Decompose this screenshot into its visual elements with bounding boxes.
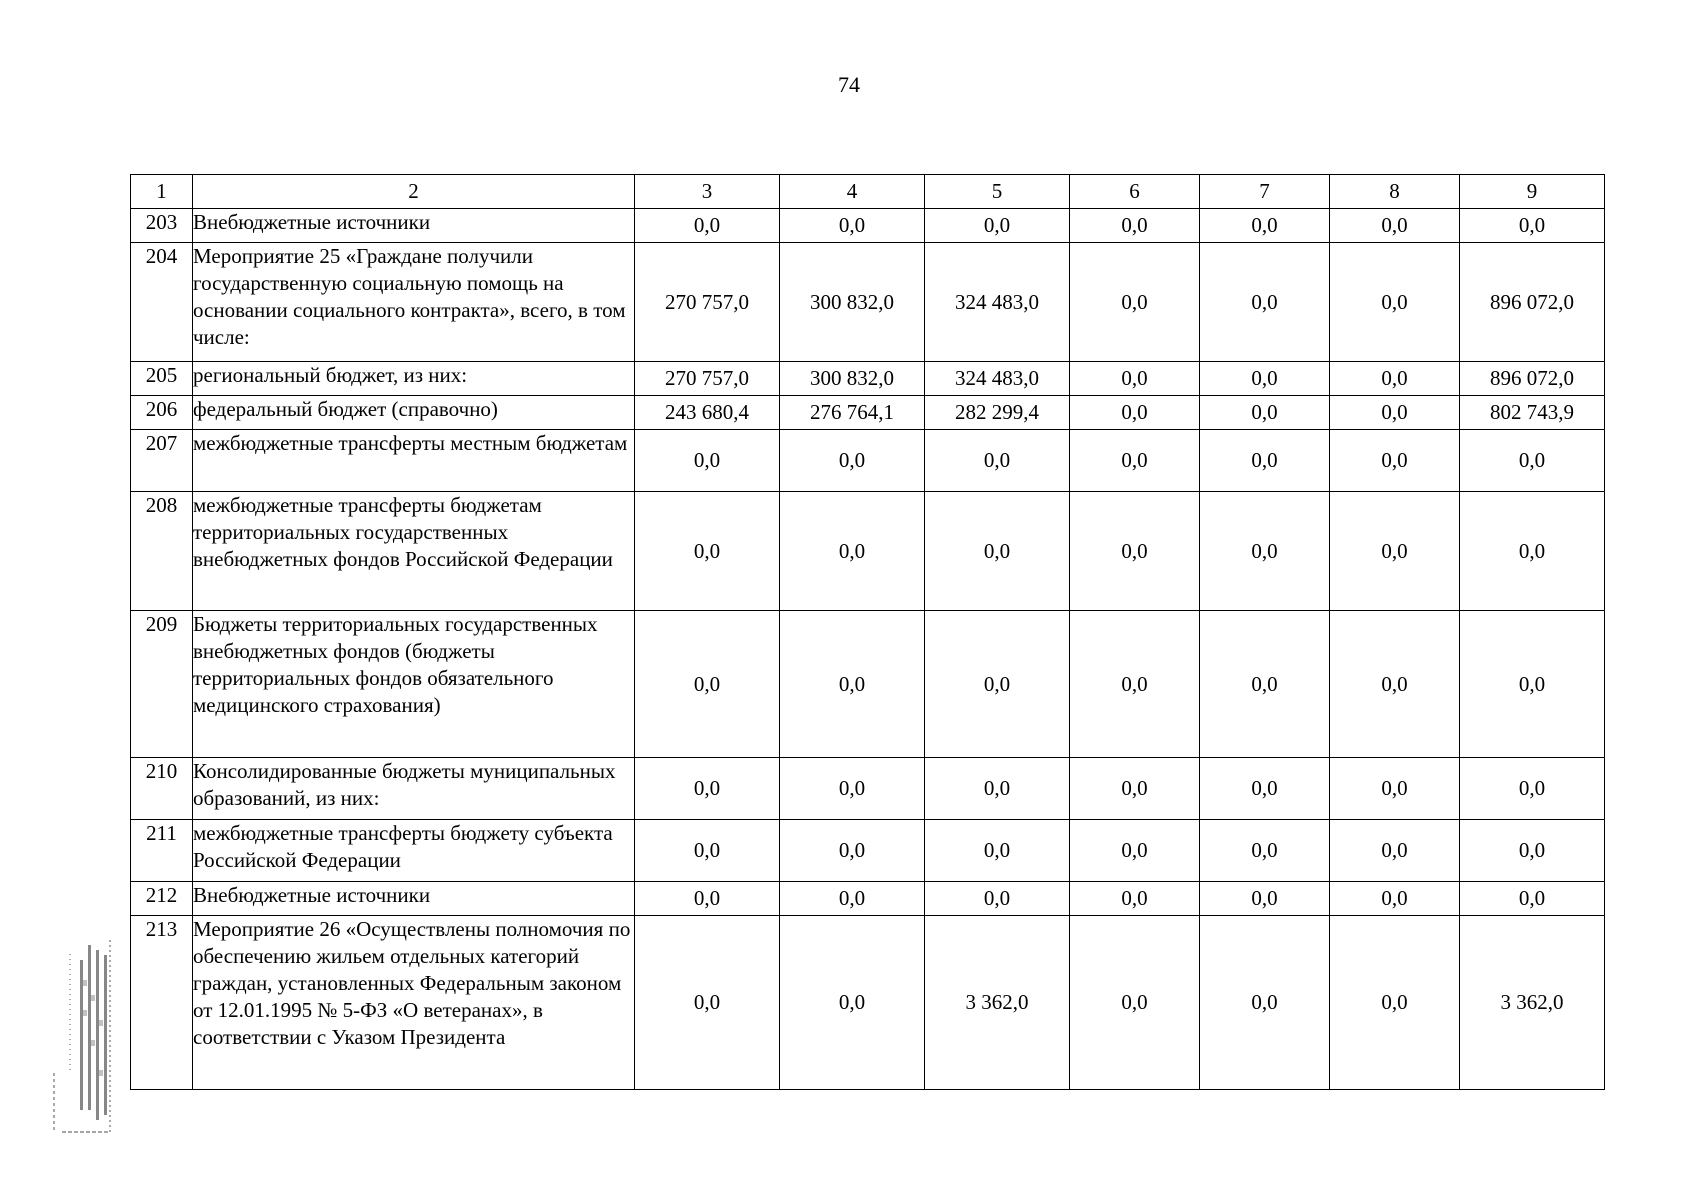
row-value: 0,0 xyxy=(780,820,925,882)
row-number: 204 xyxy=(131,243,193,362)
row-value: 0,0 xyxy=(1200,611,1330,758)
row-value: 802 743,9 xyxy=(1460,396,1605,430)
table-row xyxy=(131,882,1605,916)
row-value: 0,0 xyxy=(1200,243,1330,362)
row-value: 270 757,0 xyxy=(635,362,780,396)
row-name: межбюджетные трансферты бюджету субъекта Российской Федерации xyxy=(193,820,635,882)
row-number: 203 xyxy=(131,209,193,243)
table-row xyxy=(131,611,1605,758)
row-value: 0,0 xyxy=(635,492,780,611)
row-value: 0,0 xyxy=(1460,611,1605,758)
row-value: 300 832,0 xyxy=(780,362,925,396)
row-value: 300 832,0 xyxy=(780,243,925,362)
table-row xyxy=(131,820,1605,882)
table-row xyxy=(131,243,1605,362)
row-value: 0,0 xyxy=(925,209,1070,243)
header-cell: 6 xyxy=(1070,175,1200,209)
header-cell: 3 xyxy=(635,175,780,209)
row-value: 0,0 xyxy=(1330,492,1460,611)
table-row xyxy=(131,916,1605,1090)
row-value: 0,0 xyxy=(780,916,925,1090)
row-name: региональный бюджет, из них: xyxy=(193,362,635,396)
row-value: 0,0 xyxy=(780,430,925,492)
row-number: 212 xyxy=(131,882,193,916)
table-row xyxy=(131,758,1605,820)
row-value: 0,0 xyxy=(635,611,780,758)
row-number: 211 xyxy=(131,820,193,882)
row-value: 276 764,1 xyxy=(780,396,925,430)
row-value: 0,0 xyxy=(1330,882,1460,916)
row-value: 0,0 xyxy=(1330,362,1460,396)
header-cell: 2 xyxy=(193,175,635,209)
row-value: 0,0 xyxy=(1200,758,1330,820)
row-value: 0,0 xyxy=(1070,243,1200,362)
budget-table xyxy=(130,174,1605,1090)
row-value: 0,0 xyxy=(925,758,1070,820)
row-value: 896 072,0 xyxy=(1460,362,1605,396)
row-value: 0,0 xyxy=(925,882,1070,916)
row-name: межбюджетные трансферты бюджетам территориальных государственных внебюджетных фондов Российской Федерации xyxy=(193,492,635,611)
row-number: 206 xyxy=(131,396,193,430)
row-value: 0,0 xyxy=(780,209,925,243)
row-number: 208 xyxy=(131,492,193,611)
header-cell: 1 xyxy=(131,175,193,209)
row-value: 0,0 xyxy=(1070,362,1200,396)
row-value: 282 299,4 xyxy=(925,396,1070,430)
table-row xyxy=(131,362,1605,396)
row-value: 0,0 xyxy=(1070,882,1200,916)
row-number: 209 xyxy=(131,611,193,758)
row-value: 0,0 xyxy=(1330,916,1460,1090)
row-value: 0,0 xyxy=(925,820,1070,882)
row-value: 0,0 xyxy=(1330,820,1460,882)
row-value: 0,0 xyxy=(1200,820,1330,882)
row-number: 213 xyxy=(131,916,193,1090)
row-value: 0,0 xyxy=(780,882,925,916)
row-value: 0,0 xyxy=(635,916,780,1090)
row-value: 3 362,0 xyxy=(925,916,1070,1090)
row-value: 0,0 xyxy=(1330,243,1460,362)
row-value: 0,0 xyxy=(1460,758,1605,820)
row-value: 0,0 xyxy=(1070,492,1200,611)
row-value: 0,0 xyxy=(635,430,780,492)
table-row xyxy=(131,396,1605,430)
row-value: 0,0 xyxy=(1460,209,1605,243)
row-value: 0,0 xyxy=(1070,209,1200,243)
row-value: 0,0 xyxy=(1200,882,1330,916)
row-value: 0,0 xyxy=(1070,916,1200,1090)
row-value: 0,0 xyxy=(1330,758,1460,820)
row-value: 0,0 xyxy=(1330,430,1460,492)
row-value: 0,0 xyxy=(1070,396,1200,430)
row-value: 243 680,4 xyxy=(635,396,780,430)
row-value: 0,0 xyxy=(925,492,1070,611)
row-value: 0,0 xyxy=(635,209,780,243)
table-row xyxy=(131,492,1605,611)
row-number: 210 xyxy=(131,758,193,820)
header-cell: 5 xyxy=(925,175,1070,209)
row-value: 0,0 xyxy=(780,758,925,820)
row-value: 0,0 xyxy=(635,758,780,820)
row-value: 3 362,0 xyxy=(1460,916,1605,1090)
row-number: 207 xyxy=(131,430,193,492)
row-value: 0,0 xyxy=(1330,611,1460,758)
row-value: 0,0 xyxy=(780,492,925,611)
row-value: 0,0 xyxy=(1200,209,1330,243)
row-value: 0,0 xyxy=(1200,362,1330,396)
row-value: 0,0 xyxy=(1460,882,1605,916)
row-value: 0,0 xyxy=(1200,492,1330,611)
row-value: 0,0 xyxy=(1200,396,1330,430)
header-row xyxy=(131,175,1605,209)
row-value: 0,0 xyxy=(635,882,780,916)
row-name: Внебюджетные источники xyxy=(193,209,635,243)
row-value: 0,0 xyxy=(925,430,1070,492)
row-value: 0,0 xyxy=(1460,492,1605,611)
header-cell: 9 xyxy=(1460,175,1605,209)
header-cell: 7 xyxy=(1200,175,1330,209)
row-value: 0,0 xyxy=(1330,396,1460,430)
row-value: 0,0 xyxy=(1200,430,1330,492)
row-value: 896 072,0 xyxy=(1460,243,1605,362)
row-name: межбюджетные трансферты местным бюджетам xyxy=(193,430,635,492)
row-value: 0,0 xyxy=(1330,209,1460,243)
row-value: 324 483,0 xyxy=(925,243,1070,362)
row-name: Бюджеты территориальных государственных внебюджетных фондов (бюджеты территориальных фондов обязательного медицинского страхования) xyxy=(193,611,635,758)
header-cell: 4 xyxy=(780,175,925,209)
table-row xyxy=(131,209,1605,243)
row-value: 0,0 xyxy=(1200,916,1330,1090)
row-name: Консолидированные бюджеты муниципальных образований, из них: xyxy=(193,758,635,820)
row-name: Мероприятие 26 «Осуществлены полномочия по обеспечению жильем отдельных категорий граждан, установленных Федеральным законом от 12.01.1995 № 5-ФЗ «О ветеранах», в соответствии с Указом Президента xyxy=(193,916,635,1090)
row-name: федеральный бюджет (справочно) xyxy=(193,396,635,430)
row-value: 0,0 xyxy=(1460,430,1605,492)
row-name: Мероприятие 25 «Граждане получили государственную социальную помощь на основании социального контракта», всего, в том числе: xyxy=(193,243,635,362)
row-value: 0,0 xyxy=(635,820,780,882)
row-value: 270 757,0 xyxy=(635,243,780,362)
header-cell: 8 xyxy=(1330,175,1460,209)
row-name: Внебюджетные источники xyxy=(193,882,635,916)
row-value: 0,0 xyxy=(1070,758,1200,820)
row-value: 0,0 xyxy=(1070,430,1200,492)
row-value: 324 483,0 xyxy=(925,362,1070,396)
row-value: 0,0 xyxy=(1070,820,1200,882)
row-number: 205 xyxy=(131,362,193,396)
page-number: 74 xyxy=(838,72,860,97)
document-stamp xyxy=(50,920,130,1135)
row-value: 0,0 xyxy=(1070,611,1200,758)
row-value: 0,0 xyxy=(780,611,925,758)
row-value: 0,0 xyxy=(1460,820,1605,882)
row-value: 0,0 xyxy=(925,611,1070,758)
table-row xyxy=(131,430,1605,492)
